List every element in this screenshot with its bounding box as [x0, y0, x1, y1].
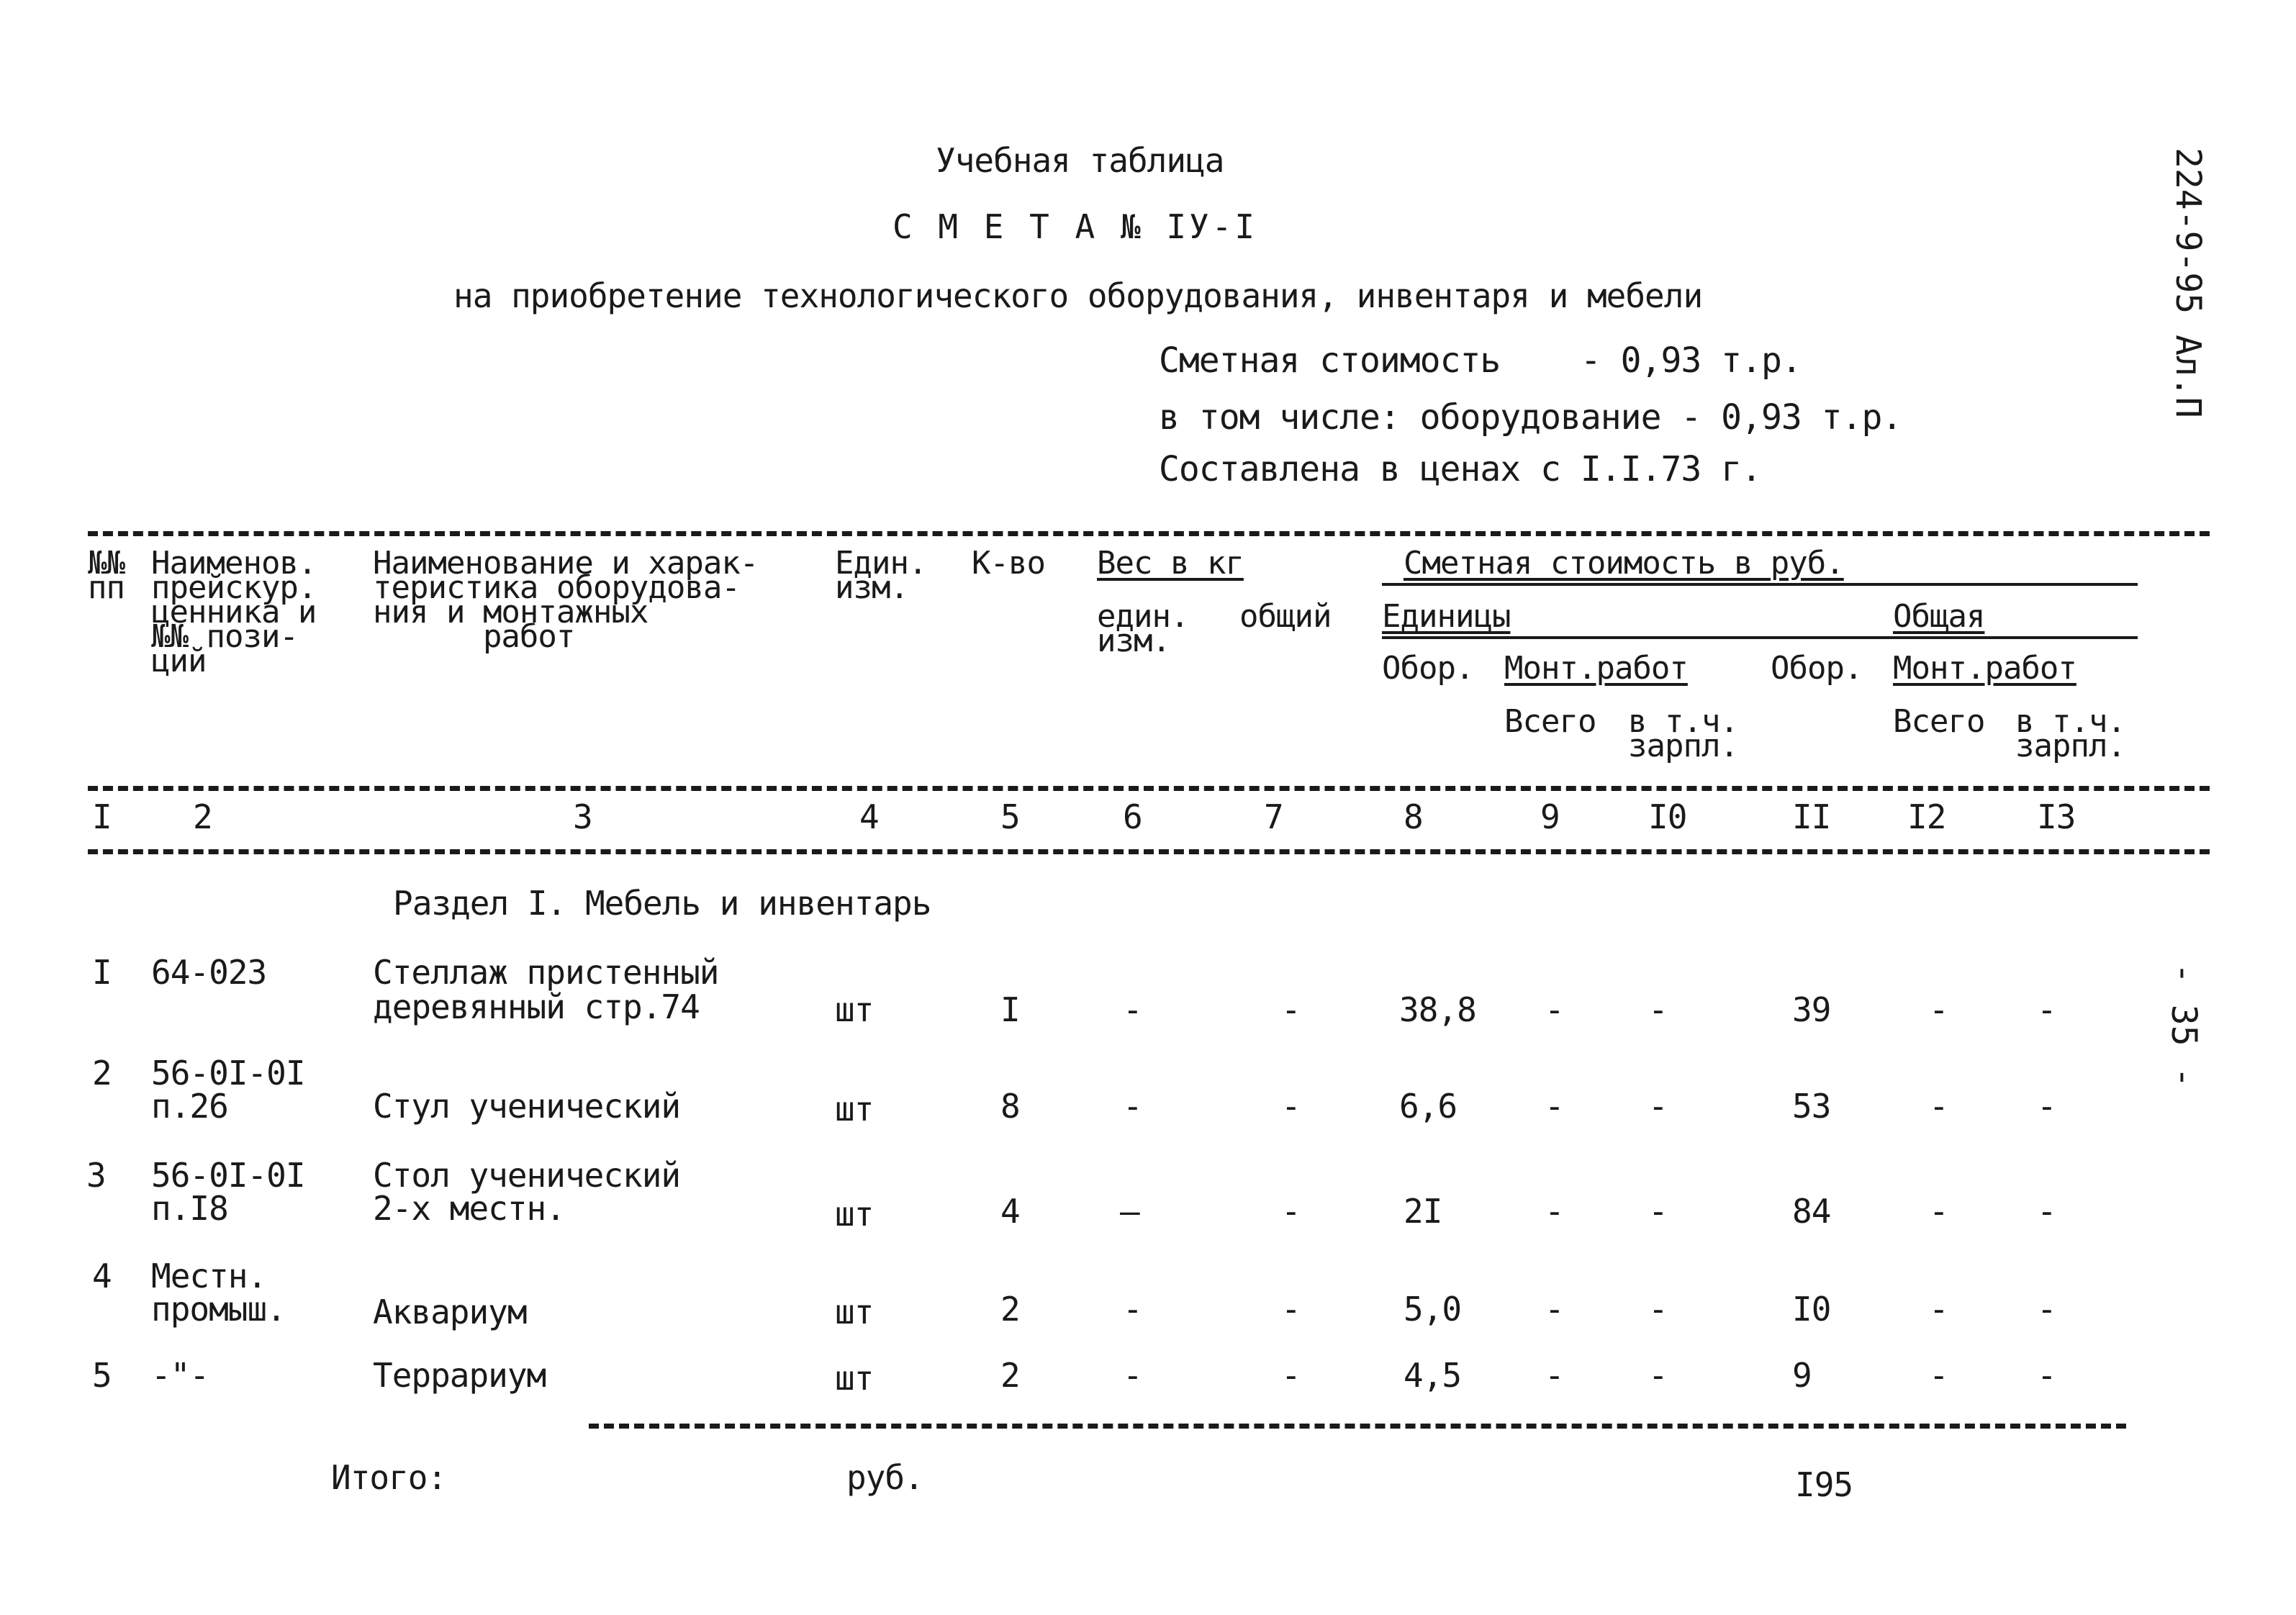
row-mount-all: -: [1545, 1290, 1564, 1329]
row-name: Стеллаж пристенный: [373, 953, 719, 992]
row-equip-unit: 38,8: [1399, 990, 1476, 1029]
document-title: С М Е Т А № IУ-I: [892, 207, 1258, 246]
row-weight-unit: -: [1123, 1356, 1142, 1395]
row-weight-total: -: [1281, 1290, 1301, 1329]
row-total-all: -: [1929, 990, 1948, 1029]
row-unit: шт: [835, 1359, 874, 1398]
column-number: 7: [1264, 797, 1283, 836]
cost-group-rule: [1382, 583, 2138, 586]
row-qty: 8: [1000, 1087, 1020, 1126]
summary-unit: руб.: [846, 1458, 923, 1497]
row-number: 3: [86, 1156, 106, 1195]
row-name-2: Террариум: [373, 1356, 546, 1395]
header-equip-total: Обор.: [1771, 650, 1863, 687]
row-equip-total: 9: [1792, 1356, 1812, 1395]
row-equip-total: I0: [1792, 1290, 1831, 1329]
header-weight-group: Вес в кг: [1097, 545, 1244, 582]
header-col-6: един. изм.: [1097, 598, 1189, 659]
row-name-2: 2-х местн.: [373, 1189, 565, 1228]
row-weight-unit: -: [1123, 1290, 1142, 1329]
column-number: 4: [859, 797, 879, 836]
row-mount-wage: -: [1648, 990, 1668, 1029]
row-name-2: Стул ученический: [373, 1087, 681, 1126]
row-unit: шт: [835, 1090, 874, 1128]
row-name-2: деревянный стр.74: [373, 987, 700, 1026]
header-mount-total: Монт.работ: [1893, 650, 2076, 687]
row-weight-total: -: [1281, 1087, 1301, 1126]
side-code: 224-9-95 Ал.П: [2168, 148, 2208, 418]
unit-total-rule: [1382, 636, 2138, 639]
row-mount-all: -: [1545, 1087, 1564, 1126]
header-mount-unit: Монт.работ: [1504, 650, 1688, 687]
column-number: 8: [1404, 797, 1423, 836]
row-weight-total: -: [1281, 990, 1301, 1029]
row-total-all: -: [1929, 1192, 1948, 1231]
row-equip-unit: 4,5: [1404, 1356, 1462, 1395]
row-weight-total: -: [1281, 1356, 1301, 1395]
column-number: I2: [1907, 797, 1946, 836]
row-total-wage: -: [2037, 1192, 2056, 1231]
header-all-total: Всего: [1893, 703, 1985, 740]
row-total-wage: -: [2037, 990, 2056, 1029]
header-equip-unit: Обор.: [1382, 650, 1474, 687]
column-number: 2: [193, 797, 212, 836]
column-number: I: [92, 797, 112, 836]
header-col-1: №№ пп: [88, 545, 125, 606]
row-weight-unit: -: [1123, 990, 1142, 1029]
row-equip-unit: 6,6: [1399, 1087, 1457, 1126]
header-incl-total: в т.ч. зарпл.: [2015, 703, 2125, 764]
row-number: 5: [92, 1356, 112, 1395]
document-purpose: на приобретение технологического оборудования, инвентаря и мебели: [453, 276, 1703, 315]
row-equip-unit: 5,0: [1404, 1290, 1462, 1329]
row-qty: 2: [1000, 1290, 1020, 1329]
row-mount-wage: -: [1648, 1087, 1668, 1126]
row-code: 56-0I-0I: [151, 1156, 305, 1195]
header-col-7: общий: [1239, 598, 1332, 635]
header-total-group: Общая: [1893, 598, 1985, 635]
row-code-2: п.26: [151, 1087, 228, 1126]
row-equip-unit: 2I: [1404, 1192, 1442, 1231]
header-col-4: Един. изм.: [835, 545, 927, 606]
column-numbers-rule: [88, 849, 2210, 854]
row-equip-total: 39: [1792, 990, 1831, 1029]
row-total-wage: -: [2037, 1087, 2056, 1126]
header-all-unit: Всего: [1504, 703, 1596, 740]
row-unit: шт: [835, 990, 874, 1029]
row-total-all: -: [1929, 1087, 1948, 1126]
row-qty: 2: [1000, 1356, 1020, 1395]
row-qty: I: [1000, 990, 1020, 1029]
header-bottom-rule: [88, 786, 2210, 791]
row-weight-total: -: [1281, 1192, 1301, 1231]
document-subtitle: Учебная таблица: [936, 141, 1224, 180]
row-code-2: п.I8: [151, 1189, 228, 1228]
page-number: - 35 -: [2164, 963, 2204, 1088]
row-mount-all: -: [1545, 990, 1564, 1029]
row-mount-wage: -: [1648, 1356, 1668, 1395]
row-name-2: Аквариум: [373, 1293, 527, 1331]
row-mount-all: -: [1545, 1356, 1564, 1395]
row-number: I: [92, 953, 112, 992]
row-code-2: промыш.: [151, 1290, 286, 1329]
column-number: 3: [573, 797, 592, 836]
row-qty: 4: [1000, 1192, 1020, 1231]
column-number: I0: [1648, 797, 1687, 836]
row-total-wage: -: [2037, 1356, 2056, 1395]
summary-rule: [589, 1424, 2126, 1429]
summary-label: Итого:: [331, 1458, 447, 1497]
row-total-wage: -: [2037, 1290, 2056, 1329]
row-weight-unit: -: [1123, 1087, 1142, 1126]
summary-total: I95: [1795, 1465, 1853, 1504]
column-number: II: [1792, 797, 1831, 836]
table-top-rule: [88, 531, 2210, 536]
header-incl-unit: в т.ч. зарпл.: [1628, 703, 1738, 764]
prices-as-of: Составлена в ценах с I.I.73 г.: [1159, 449, 1761, 489]
row-equip-total: 84: [1792, 1192, 1831, 1231]
row-code: 56-0I-0I: [151, 1054, 305, 1092]
column-number: I3: [2037, 797, 2076, 836]
column-number: 6: [1123, 797, 1142, 836]
row-mount-wage: -: [1648, 1290, 1668, 1329]
row-total-all: -: [1929, 1356, 1948, 1395]
header-cost-group: Сметная стоимость в руб.: [1404, 545, 1844, 582]
row-number: 4: [92, 1257, 112, 1295]
row-code: Местн.: [151, 1257, 267, 1295]
row-mount-wage: -: [1648, 1192, 1668, 1231]
row-mount-all: -: [1545, 1192, 1564, 1231]
row-unit: шт: [835, 1195, 874, 1234]
header-col-5: К-во: [972, 545, 1045, 582]
cost-equipment: в том числе: оборудование - 0,93 т.р.: [1159, 397, 1902, 438]
header-unit-group: Единицы: [1382, 598, 1511, 635]
row-code-2: -"-: [151, 1356, 209, 1395]
header-col-3: Наименование и харак- теристика оборудова- ния и монтажных работ: [373, 545, 759, 655]
row-total-all: -: [1929, 1290, 1948, 1329]
section-title: Раздел I. Мебель и инвентарь: [393, 884, 931, 923]
cost-total: Сметная стоимость - 0,93 т.р.: [1159, 340, 1802, 381]
header-col-2: Наименов. прейскур. ценника и №№ пози- ций: [151, 545, 317, 679]
row-weight-unit: —: [1120, 1192, 1139, 1231]
column-number: 9: [1540, 797, 1560, 836]
row-number: 2: [92, 1054, 112, 1092]
row-unit: шт: [835, 1293, 874, 1331]
row-equip-total: 53: [1792, 1087, 1831, 1126]
column-number: 5: [1000, 797, 1020, 836]
row-name: Стол ученический: [373, 1156, 681, 1195]
row-code: 64-023: [151, 953, 267, 992]
